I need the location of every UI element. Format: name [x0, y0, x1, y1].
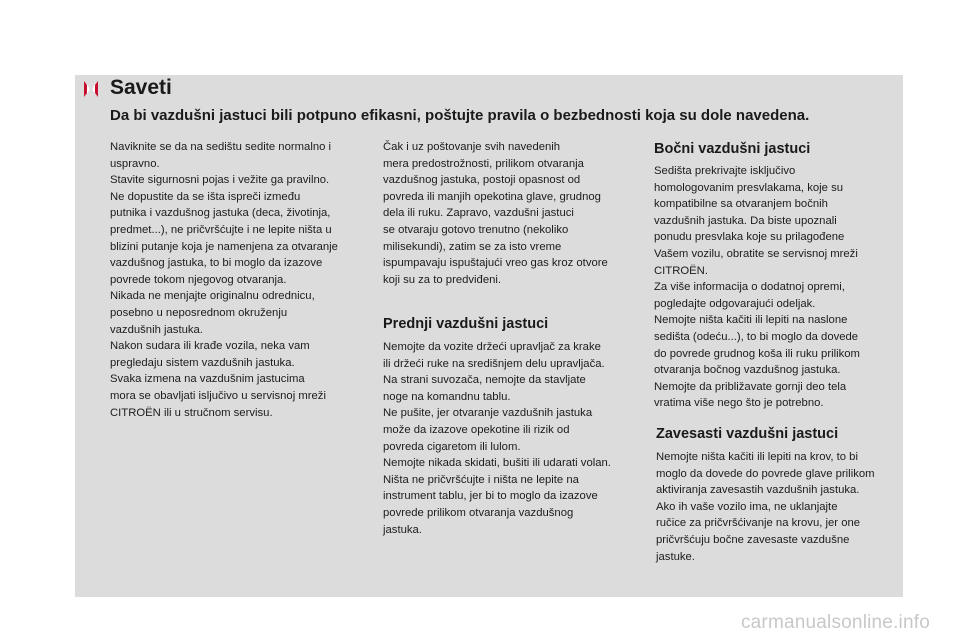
- warning-icon: [82, 80, 100, 98]
- text-line: Stavite sigurnosni pojas i vežite ga pravilno.: [110, 174, 330, 187]
- text-line: kompatibilne sa otvaranjem bočnih: [654, 198, 828, 211]
- text-line: povreda ili manjih opekotina glave, grudnog: [383, 190, 601, 203]
- text-line: mera predostrožnosti, prilikom otvaranja: [383, 157, 584, 170]
- text-line: mora se obavljati isljučivo u servisnoj mreži: [110, 389, 326, 402]
- text-line: jastuke.: [656, 550, 695, 563]
- text-line: dela ili ruku. Zapravo, vazdušni jastuci: [383, 207, 574, 220]
- text-line: Sedišta prekrivajte isključivo: [654, 165, 796, 177]
- text-line: vazdušnog jastuka, postoji opasnost od: [383, 174, 581, 187]
- text-line: do povrede grudnog koša ili ruku prilikom: [654, 347, 860, 360]
- page-title: Saveti: [110, 76, 172, 99]
- text-line: Nemojte ništa kačiti ili lepiti na naslone: [654, 314, 848, 327]
- front-airbags-text: [383, 339, 611, 538]
- text-line: povrede prilikom otvaranja vazdušnog: [383, 506, 574, 519]
- text-line: vratima više nego što je potrebno.: [654, 397, 824, 410]
- heading-front-airbags: Prednji vazdušni jastuci: [383, 316, 549, 332]
- text-line: uspravno.: [110, 157, 160, 170]
- text-line: Za više informacija o dodatnoj opremi,: [654, 281, 845, 294]
- text-line: homologovanim presvlakama, koje su: [654, 181, 844, 194]
- text-line: noge na komandnu tablu.: [383, 390, 511, 403]
- text-line: Nemojte da približavate gornji deo tela: [654, 380, 847, 393]
- text-line: Ako ih vaše vozilo ima, ne uklanjajte: [656, 500, 838, 513]
- heading-curtain-airbags: Zavesasti vazdušni jastuci: [656, 426, 839, 442]
- text-line: blizini putanje koja je namenjena za otvaranje: [110, 240, 338, 253]
- text-line: putnika i vazdušnog jastuka (deca, životinja,: [110, 207, 331, 220]
- text-line: koji su za to predviđeni.: [383, 273, 502, 286]
- text-line: povrede tokom njegovog otvaranja.: [110, 273, 287, 286]
- text-line: pričvršćuju bočne zavesaste vazdušne: [656, 533, 850, 546]
- text-line: Svaka izmena na vazdušnim jastucima: [110, 373, 305, 386]
- text-line: povreda cigaretom ili lulom.: [383, 440, 521, 453]
- text-line: može da izazove opekotine ili rizik od: [383, 423, 570, 436]
- text-line: Nikada ne menjajte originalnu odrednicu,: [110, 290, 315, 303]
- text-line: pogledajte odgovarajući odeljak.: [654, 297, 816, 310]
- text-line: aktiviranja zavesastih vazdušnih jastuka.: [656, 484, 860, 497]
- text-line: vazdušnih jastuka.: [110, 323, 203, 336]
- text-line: Čak i uz poštovanje svih navedenih: [383, 141, 561, 153]
- text-line: Ne pušite, jer otvaranje vazdušnih jastuka: [383, 407, 593, 420]
- text-line: Vašem vozilu, obratite se servisnoj mreži: [654, 247, 858, 260]
- text-line: instrument tablu, jer bi to moglo da izazove: [383, 490, 598, 503]
- text-line: ili držeći ruke na središnjem delu upravljača.: [383, 357, 605, 370]
- text-line: predmet...), ne pričvršćujte i ne lepite ništa u: [110, 223, 332, 236]
- side-airbags-text: [654, 163, 860, 412]
- text-line: CITROËN ili u stručnom servisu.: [110, 406, 273, 419]
- text-line: milisekundi), zatim se za isto vreme: [383, 240, 562, 253]
- text-line: sedišta (odeću...), to bi moglo da dovede: [654, 330, 859, 343]
- text-line: pregledaju sistem vazdušnih jastuka.: [110, 356, 295, 369]
- text-line: vazdušnog jastuka, to bi moglo da izazove: [110, 257, 323, 270]
- text-line: ispumpavaju ispuštajući vreo gas kroz otvore: [383, 257, 608, 270]
- text-line: jastuka.: [383, 523, 422, 536]
- text-line: Naviknite se da na sedištu sedite normalno i: [110, 141, 332, 153]
- text-line: moglo da dovede do povrede glave prilikom: [656, 467, 875, 480]
- text-line: vazdušnih jastuka. Da biste upoznali: [654, 214, 837, 227]
- text-line: ponudu presvlaka koje su prilagođene: [654, 231, 845, 244]
- text-line: Nemojte ništa kačiti ili lepiti na krov, to bi: [656, 451, 858, 463]
- heading-side-airbags: Bočni vazdušni jastuci: [654, 141, 811, 157]
- text-line: Nakon sudara ili krađe vozila, neka vam: [110, 340, 310, 353]
- text-line: Nemojte nikada skidati, bušiti ili udarati volan.: [383, 457, 611, 470]
- curtain-airbags-text: [656, 449, 875, 565]
- text-line: Nemojte da vozite držeći upravljač za krake: [383, 341, 601, 353]
- text-line: posebno u neposrednom okruženju: [110, 306, 288, 319]
- watermark: carmanualsonline.info: [740, 612, 930, 633]
- column-intro: [383, 139, 638, 288]
- text-line: ručice za pričvršćivanje na krovu, jer one: [656, 517, 861, 530]
- text-line: Ništa ne pričvršćujte i ništa ne lepite na: [383, 473, 579, 486]
- text-line: se otvaraju gotovo trenutno (nekoliko: [383, 223, 569, 236]
- page-subtitle: Da bi vazdušni jastuci bili potpuno efikasni, poštujte pravila o bezbednosti koja su dole navedena.: [110, 107, 810, 124]
- text-line: otvaranja bočnog vazdušnog jastuka.: [654, 364, 841, 377]
- text-line: Ne dopustite da se išta ispreči između: [110, 190, 301, 203]
- column-general: [110, 139, 365, 421]
- text-line: Na strani suvozača, nemojte da stavljate: [383, 374, 586, 387]
- text-line: CITROËN.: [654, 264, 708, 277]
